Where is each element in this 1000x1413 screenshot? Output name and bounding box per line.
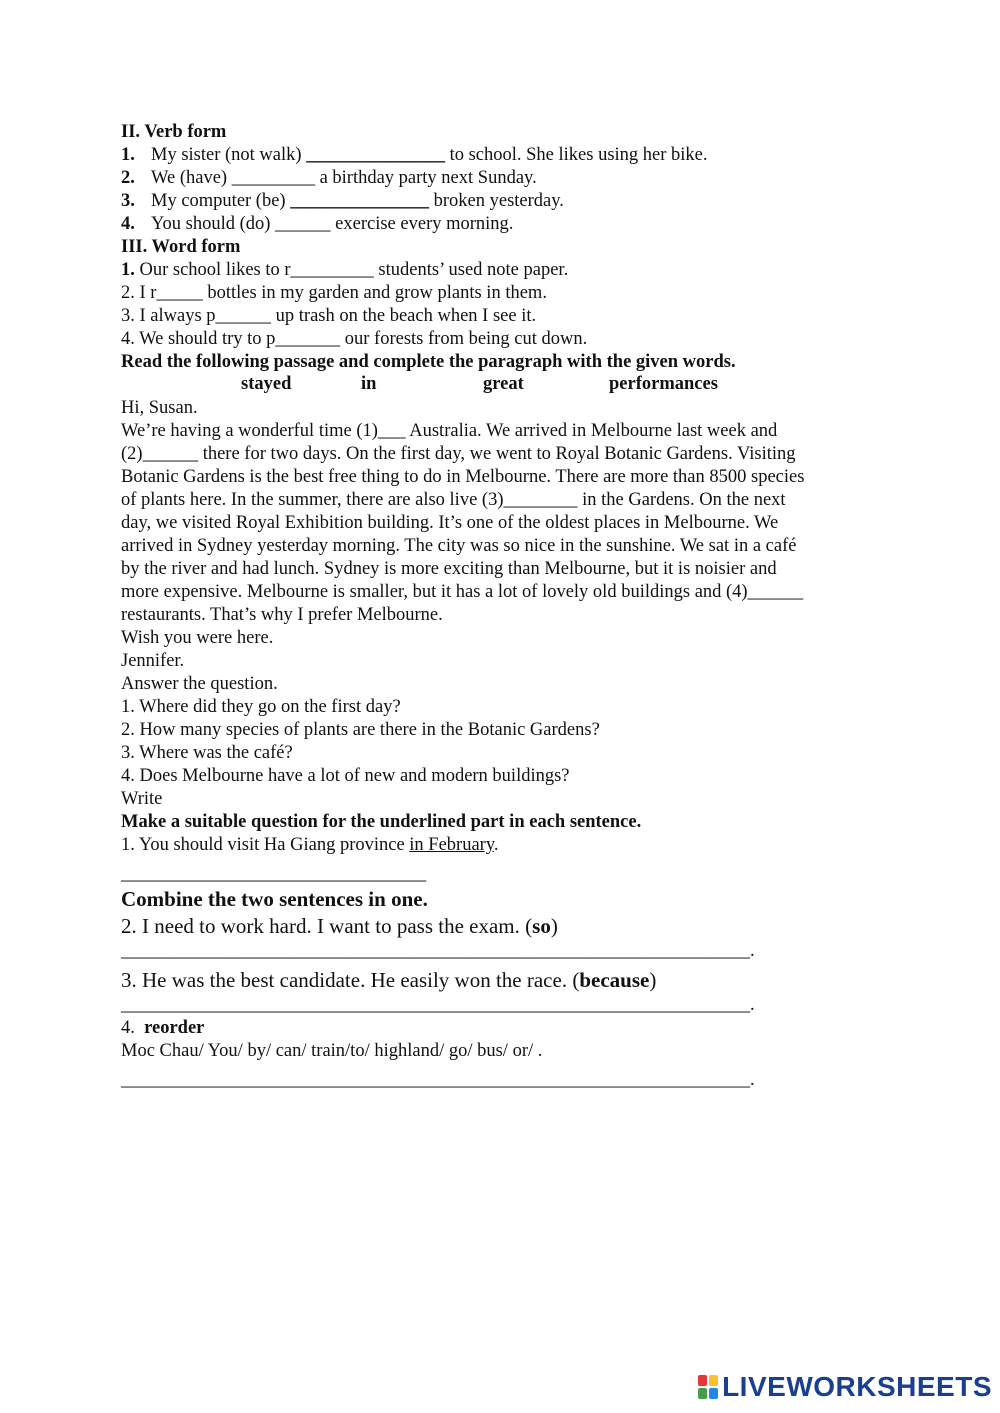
passage-line: Botanic Gardens is the best free thing to do in Melbourne. There are more than 8500 species: [121, 467, 805, 487]
liveworksheets-logo: [698, 1371, 992, 1403]
question-item: 1. Where did they go on the first day?: [121, 697, 401, 717]
write-title: Write: [121, 789, 163, 809]
letter-signature: Jennifer.: [121, 651, 185, 671]
word-form-title: III. Word form: [121, 237, 241, 257]
underlined-part: in February: [409, 835, 494, 855]
reading-instruction: Read the following passage and complete the paragraph with the given words.: [121, 352, 736, 372]
passage-line[interactable]: We’re having a wonderful time (1)___ Australia. We arrived in Melbourne last week and: [121, 421, 778, 441]
word-bank-item: stayed: [241, 374, 292, 394]
verb-item-1: 1. My sister (not walk) _______________ to school. She likes using her bike.: [121, 145, 708, 165]
brand-icon: [698, 1375, 718, 1399]
answer-blank[interactable]: _______________: [290, 191, 429, 211]
word-item-1: 1. Our school likes to r_________ students’ used note paper.: [121, 260, 569, 280]
question-instruction: Make a suitable question for the underlined part in each sentence.: [121, 812, 642, 832]
verb-item-2: 2. We (have) _________ a birthday party next Sunday.: [121, 168, 537, 188]
reorder-title: 4. reorder: [121, 1018, 205, 1038]
combine-item-2: 2. I need to work hard. I want to pass the exam. (so): [121, 914, 558, 938]
passage-line: by the river and had lunch. Sydney is more exciting than Melbourne, but it is noisier and: [121, 559, 777, 579]
verb-item-4: 4. You should (do) ______ exercise every morning.: [121, 214, 514, 234]
letter-greeting: Hi, Susan.: [121, 398, 198, 418]
verb-form-title: II. Verb form: [121, 122, 227, 142]
combine-title: Combine the two sentences in one.: [121, 887, 428, 911]
brand-square: [709, 1375, 718, 1386]
passage-line: arrived in Sydney yesterday morning. The city was so nice in the sunshine. We sat in a café: [121, 536, 797, 556]
answer-blank[interactable]: _________: [231, 168, 315, 188]
verb-item-3: 3. My computer (be) _______________ broken yesterday.: [121, 191, 564, 211]
word-item-2[interactable]: 2. I r_____ bottles in my garden and grow plants in them.: [121, 283, 547, 303]
reorder-words: Moc Chau/ You/ by/ can/ train/to/ highland/ go/ bus/ or/ .: [121, 1041, 543, 1061]
question-item: 4. Does Melbourne have a lot of new and modern buildings?: [121, 766, 570, 786]
word-bank-item: performances: [609, 374, 718, 394]
answer-line[interactable]: _________________________________: [121, 864, 427, 884]
word-bank-item: in: [361, 374, 377, 394]
passage-line[interactable]: more expensive. Melbourne is smaller, but it has a lot of lovely old buildings and (4)______: [121, 582, 804, 602]
word-bank-item: great: [483, 374, 524, 394]
passage-line[interactable]: of plants here. In the summer, there are also live (3)________ in the Gardens. On the next: [121, 490, 786, 510]
word-bank: [121, 374, 881, 397]
answer-line[interactable]: ____________________________________________________________________.: [121, 1070, 755, 1090]
brand-name: LIVEWORKSHEETS: [722, 1371, 992, 1402]
combine-item-3: 3. He was the best candidate. He easily won the race. (because): [121, 968, 657, 992]
letter-closing: Wish you were here.: [121, 628, 274, 648]
answer-blank[interactable]: _______________: [306, 145, 445, 165]
passage-line[interactable]: (2)______ there for two days. On the first day, we went to Royal Botanic Gardens. Visiting: [121, 444, 796, 464]
word-item-3[interactable]: 3. I always p______ up trash on the beach when I see it.: [121, 306, 537, 326]
brand-square: [709, 1388, 718, 1399]
answer-line[interactable]: ____________________________________________________________________.: [121, 995, 755, 1015]
answer-line[interactable]: ____________________________________________________________________.: [121, 941, 755, 961]
worksheet: [121, 121, 881, 1092]
brand-square: [698, 1388, 707, 1399]
brand-square: [698, 1375, 707, 1386]
passage-line: day, we visited Royal Exhibition building. It’s one of the oldest places in Melbourne. We: [121, 513, 779, 533]
write-item-1: 1. You should visit Ha Giang province in February.: [121, 835, 499, 855]
word-item-4[interactable]: 4. We should try to p_______ our forests from being cut down.: [121, 329, 588, 349]
question-item: 2. How many species of plants are there in the Botanic Gardens?: [121, 720, 600, 740]
passage-line: restaurants. That’s why I prefer Melbourne.: [121, 605, 443, 625]
questions-title: Answer the question.: [121, 674, 278, 694]
question-item: 3. Where was the café?: [121, 743, 293, 763]
answer-blank[interactable]: ______: [275, 214, 331, 234]
